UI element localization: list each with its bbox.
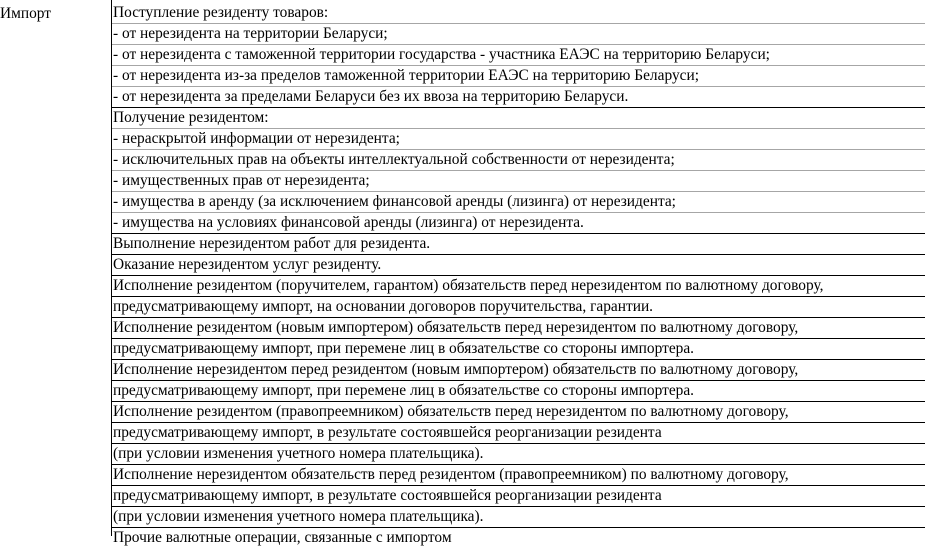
operation-text-line: - от нерезидента с таможенной территории государства - участника ЕАЭС на территорию Беларуси; <box>112 45 925 66</box>
operation-row <box>112 276 925 318</box>
operation-text-line: Исполнение резидентом (поручителем, гарантом) обязательств перед нерезидентом по валютному договору, <box>112 276 925 297</box>
operation-text-line: - от нерезидента за пределами Беларуси без их ввоза на территорию Беларуси. <box>112 87 925 108</box>
operation-text-line: Поступление резиденту товаров: <box>112 3 925 24</box>
operation-row <box>112 108 925 234</box>
operation-row <box>112 255 925 276</box>
operation-text-line: - исключительных прав на объекты интеллектуальной собственности от нерезидента; <box>112 150 925 171</box>
operation-text-line: Исполнение резидентом (правопреемником) обязательств перед нерезидентом по валютному договору, <box>112 402 925 423</box>
operation-row <box>112 402 925 465</box>
operation-text-line: предусматривающему импорт, при перемене лиц в обязательстве со стороны импортера. <box>112 339 925 360</box>
operation-text-line: (при условии изменения учетного номера плательщика). <box>112 507 925 528</box>
operation-row <box>112 528 925 548</box>
operation-row <box>112 360 925 402</box>
operation-row <box>112 234 925 255</box>
operation-text-line: - от нерезидента на территории Беларуси; <box>112 24 925 45</box>
operation-row <box>112 318 925 360</box>
operation-text-line: Прочие валютные операции, связанные с импортом <box>113 529 452 546</box>
operation-row <box>112 3 925 108</box>
operation-text-line: (при условии изменения учетного номера плательщика). <box>112 444 925 465</box>
operation-text-line: Оказание нерезидентом услуг резиденту. <box>112 255 925 276</box>
operation-text-line: Исполнение резидентом (новым импортером) обязательств перед нерезидентом по валютному договору, <box>112 318 925 339</box>
operation-row <box>112 465 925 528</box>
operation-text-line: Исполнение нерезидентом обязательств перед резидентом (правопреемником) по валютному договору, <box>112 465 925 486</box>
category-label: Импорт <box>0 5 52 22</box>
operation-text-line: - имущественных прав от нерезидента; <box>112 171 925 192</box>
operation-text-line: - от нерезидента из-за пределов таможенной территории ЕАЭС на территорию Беларуси; <box>112 66 925 87</box>
operation-text-line: - имущества в аренду (за исключением финансовой аренды (лизинга) от нерезидента; <box>112 192 925 213</box>
operations-list <box>112 3 925 548</box>
operation-text-line: предусматривающему импорт, в результате состоявшейся реорганизации резидента <box>112 423 925 444</box>
operation-text-line: - нераскрытой информации от нерезидента; <box>112 129 925 150</box>
operation-text-line: предусматривающему импорт, на основании договоров поручительства, гарантии. <box>112 297 925 318</box>
operation-text-line: Исполнение нерезидентом перед резидентом (новым импортером) обязательств по валютному договору, <box>112 360 925 381</box>
operation-text-line: предусматривающему импорт, в результате состоявшейся реорганизации резидента <box>112 486 925 507</box>
operation-text-line: - имущества на условиях финансовой аренды (лизинга) от нерезидента. <box>112 213 925 234</box>
operation-text-line: предусматривающему импорт, при перемене лиц в обязательстве со стороны импортера. <box>112 381 925 402</box>
operation-text-line: Выполнение нерезидентом работ для резидента. <box>112 234 925 255</box>
operation-text-line: Получение резидентом: <box>112 108 925 129</box>
